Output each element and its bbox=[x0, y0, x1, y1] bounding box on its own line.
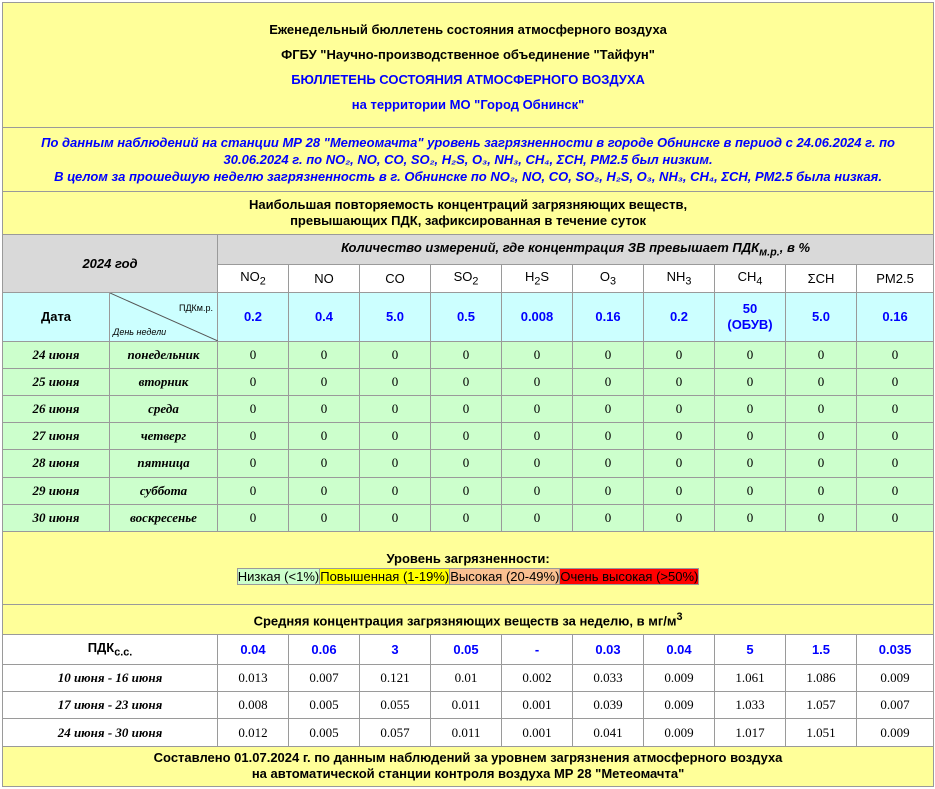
row-date: 29 июня bbox=[3, 477, 110, 504]
pollutant-tail: S bbox=[540, 269, 550, 285]
exceedance-value: 0 bbox=[502, 504, 573, 531]
row-date: 24 июня bbox=[3, 341, 110, 368]
average-value: 0.007 bbox=[857, 692, 934, 719]
exceedance-value: 0 bbox=[289, 450, 360, 477]
pollutant-header bbox=[573, 264, 644, 292]
bulletin-header bbox=[3, 3, 934, 128]
exceedance-value: 0 bbox=[218, 341, 289, 368]
exceedance-value: 0 bbox=[644, 423, 715, 450]
exceedance-value: 0 bbox=[573, 423, 644, 450]
pdk-mr-value: 0.16 bbox=[573, 293, 644, 341]
header-line-3: БЮЛЛЕТЕНЬ СОСТОЯНИЯ АТМОСФЕРНОГО ВОЗДУХА bbox=[291, 71, 645, 87]
exceedance-value: 0 bbox=[431, 395, 502, 422]
exceedance-value: 0 bbox=[431, 341, 502, 368]
header-line-1: Еженедельный бюллетень состояния атмосферного воздуха bbox=[269, 21, 667, 37]
exceedance-value: 0 bbox=[857, 450, 934, 477]
row-weekday: понедельник bbox=[110, 341, 218, 368]
row-date: 26 июня bbox=[3, 395, 110, 422]
pdk-cc-label bbox=[3, 634, 218, 664]
row-weekday: пятница bbox=[110, 450, 218, 477]
exceedance-value: 0 bbox=[786, 368, 857, 395]
average-value: 1.017 bbox=[715, 719, 786, 746]
count-header-suffix: , в % bbox=[779, 240, 811, 256]
exceedance-value: 0 bbox=[289, 504, 360, 531]
pdk-mr-value: 0.16 bbox=[857, 293, 934, 341]
daily-row bbox=[3, 504, 934, 531]
pollutant-header bbox=[857, 264, 934, 292]
pdk-mr-value: 5.0 bbox=[786, 293, 857, 341]
pollutant-header bbox=[218, 264, 289, 292]
pollution-level-item: Очень высокая (>50%) bbox=[560, 568, 699, 584]
average-value: 1.057 bbox=[786, 692, 857, 719]
average-value: 1.086 bbox=[786, 665, 857, 692]
average-period: 10 июня - 16 июня bbox=[3, 665, 218, 692]
count-header-sub: м.р. bbox=[759, 246, 780, 259]
average-value: 1.033 bbox=[715, 692, 786, 719]
pollutant-base: ΣCH bbox=[807, 271, 835, 287]
exceedance-value: 0 bbox=[289, 395, 360, 422]
header-line-4: на территории МО "Город Обнинск" bbox=[351, 96, 585, 112]
exceedance-value: 0 bbox=[289, 368, 360, 395]
pdk-mr-row bbox=[3, 293, 934, 341]
exceedance-value: 0 bbox=[715, 368, 786, 395]
pollutant-sub: 2 bbox=[259, 275, 266, 288]
average-row bbox=[3, 692, 934, 719]
pollution-level-legend bbox=[237, 568, 700, 585]
daily-row bbox=[3, 395, 934, 422]
exceedance-value: 0 bbox=[644, 341, 715, 368]
daily-row bbox=[3, 450, 934, 477]
pdk-mr-value: 0.4 bbox=[289, 293, 360, 341]
exceedance-value: 0 bbox=[857, 368, 934, 395]
pdk-cc-value: 1.5 bbox=[786, 634, 857, 664]
summary-p2: В целом за прошедшую неделю загрязненность в г. Обнинске по NO₂, NO, CO, SO₂, H₂S, O₃, NH₃, CH₄, ΣCH, PM2.5 была низкая. bbox=[54, 169, 882, 185]
average-value: 0.009 bbox=[644, 692, 715, 719]
pollutant-base: NH bbox=[666, 269, 686, 285]
exceedance-value: 0 bbox=[644, 504, 715, 531]
pollution-level-item: Низкая (<1%) bbox=[237, 568, 320, 584]
exceedance-value: 0 bbox=[573, 477, 644, 504]
average-value: 0.001 bbox=[502, 719, 573, 746]
exceedance-value: 0 bbox=[360, 450, 431, 477]
pollutant-header bbox=[786, 264, 857, 292]
row-weekday: среда bbox=[110, 395, 218, 422]
exceedance-value: 0 bbox=[502, 341, 573, 368]
air-quality-bulletin bbox=[2, 2, 934, 787]
pollutant-sub: 2 bbox=[472, 275, 479, 288]
pdk-cc-value: - bbox=[502, 634, 573, 664]
average-row bbox=[3, 719, 934, 746]
repeatability-title-line-2: превышающих ПДК, зафиксированная в течение суток bbox=[290, 213, 647, 229]
exceedance-value: 0 bbox=[218, 368, 289, 395]
date-label: Дата bbox=[3, 293, 110, 341]
pdk-cc-value: 5 bbox=[715, 634, 786, 664]
average-value: 0.008 bbox=[218, 692, 289, 719]
pollutant-base: H bbox=[524, 269, 535, 285]
average-value: 0.011 bbox=[431, 719, 502, 746]
exceedance-value: 0 bbox=[502, 477, 573, 504]
pollutant-sub: 3 bbox=[610, 275, 617, 288]
exceedance-value: 0 bbox=[715, 423, 786, 450]
pollutant-header bbox=[360, 264, 431, 292]
pollution-level-section bbox=[3, 532, 934, 605]
average-title-text: Средняя концентрация загрязняющих веществ за неделю, в мг/м bbox=[253, 612, 677, 628]
footer-line-1: Составлено 01.07.2024 г. по данным наблюдений за уровнем загрязнения атмосферного воздуха bbox=[153, 750, 783, 766]
pdk-mr-value: 5.0 bbox=[360, 293, 431, 341]
diagonal-top-label: ПДКм.р. bbox=[178, 303, 213, 314]
exceedance-value: 0 bbox=[360, 368, 431, 395]
pollutant-base: NO bbox=[240, 269, 260, 285]
daily-row bbox=[3, 368, 934, 395]
exceedance-value: 0 bbox=[431, 368, 502, 395]
pollutant-header bbox=[431, 264, 502, 292]
exceedance-value: 0 bbox=[644, 395, 715, 422]
pdk-cc-row bbox=[3, 634, 934, 664]
average-value: 0.009 bbox=[857, 665, 934, 692]
exceedance-value: 0 bbox=[786, 450, 857, 477]
exceedance-value: 0 bbox=[289, 341, 360, 368]
average-value: 0.011 bbox=[431, 692, 502, 719]
exceedance-value: 0 bbox=[786, 477, 857, 504]
average-value: 0.012 bbox=[218, 719, 289, 746]
pdk-mr-value: 0.008 bbox=[502, 293, 573, 341]
exceedance-value: 0 bbox=[715, 504, 786, 531]
exceedance-value: 0 bbox=[218, 395, 289, 422]
exceedance-value: 0 bbox=[644, 368, 715, 395]
pollutant-header bbox=[644, 264, 715, 292]
pollution-level-title: Уровень загрязненности: bbox=[386, 550, 550, 566]
exceedance-value: 0 bbox=[573, 341, 644, 368]
pollution-level-item: Повышенная (1-19%) bbox=[320, 568, 450, 584]
repeatability-title-line-1: Наибольшая повторяемость концентраций загрязняющих веществ, bbox=[249, 197, 688, 213]
daily-row bbox=[3, 423, 934, 450]
row-weekday: суббота bbox=[110, 477, 218, 504]
exceedance-value: 0 bbox=[715, 450, 786, 477]
summary-text bbox=[3, 127, 934, 191]
row-date: 25 июня bbox=[3, 368, 110, 395]
average-value: 0.005 bbox=[289, 719, 360, 746]
average-concentration-title bbox=[3, 604, 934, 634]
exceedance-value: 0 bbox=[786, 341, 857, 368]
pdk-cc-value: 0.05 bbox=[431, 634, 502, 664]
exceedance-value: 0 bbox=[360, 504, 431, 531]
average-value: 0.013 bbox=[218, 665, 289, 692]
diagonal-bottom-label: День недели bbox=[113, 326, 167, 337]
diagonal-header-cell bbox=[110, 293, 218, 341]
exceedance-value: 0 bbox=[786, 504, 857, 531]
average-value: 0.01 bbox=[431, 665, 502, 692]
average-value: 0.039 bbox=[573, 692, 644, 719]
average-title-sup: 3 bbox=[676, 610, 683, 623]
row-date: 27 июня bbox=[3, 423, 110, 450]
pollution-level-item: Высокая (20-49%) bbox=[450, 568, 560, 584]
exceedance-value: 0 bbox=[644, 477, 715, 504]
average-value: 0.002 bbox=[502, 665, 573, 692]
pollutant-header bbox=[289, 264, 360, 292]
average-value: 0.005 bbox=[289, 692, 360, 719]
exceedance-value: 0 bbox=[289, 477, 360, 504]
repeatability-title bbox=[3, 192, 934, 234]
exceedance-value: 0 bbox=[502, 423, 573, 450]
pdk-cc-value: 0.04 bbox=[644, 634, 715, 664]
exceedance-value: 0 bbox=[431, 423, 502, 450]
exceedance-value: 0 bbox=[857, 395, 934, 422]
row-weekday: вторник bbox=[110, 368, 218, 395]
footer-line-2: на автоматической станции контроля воздуха МР 28 "Метеомачта" bbox=[251, 766, 685, 782]
pdk-mr-value: 0.5 bbox=[431, 293, 502, 341]
average-row bbox=[3, 665, 934, 692]
average-period: 24 июня - 30 июня bbox=[3, 719, 218, 746]
exceedance-value: 0 bbox=[573, 504, 644, 531]
year-cell: 2024 год bbox=[3, 234, 218, 292]
exceedance-value: 0 bbox=[715, 477, 786, 504]
summary-p1b: 30.06.2024 г. по NO₂, NO, CO, SO₂, H₂S, O₃, NH₃, CH₄, ΣCH, PM2.5 был низким. bbox=[223, 152, 713, 168]
bulletin-footer bbox=[3, 746, 934, 786]
exceedance-value: 0 bbox=[573, 368, 644, 395]
header-line-2: ФГБУ "Научно-производственное объединение "Тайфун" bbox=[281, 46, 655, 62]
exceedance-value: 0 bbox=[218, 477, 289, 504]
exceedance-value: 0 bbox=[289, 423, 360, 450]
row-weekday: четверг bbox=[110, 423, 218, 450]
pdk-cc-value: 0.04 bbox=[218, 634, 289, 664]
average-value: 0.055 bbox=[360, 692, 431, 719]
average-value: 0.041 bbox=[573, 719, 644, 746]
daily-row bbox=[3, 477, 934, 504]
pollutant-header bbox=[502, 264, 573, 292]
row-date: 28 июня bbox=[3, 450, 110, 477]
pollutant-sub: 4 bbox=[756, 275, 763, 288]
exceedance-value: 0 bbox=[573, 395, 644, 422]
pdk-cc-value: 0.03 bbox=[573, 634, 644, 664]
pdk-cc-label-sub: с.с. bbox=[114, 646, 133, 659]
average-value: 0.009 bbox=[644, 719, 715, 746]
exceedance-value: 0 bbox=[360, 395, 431, 422]
exceedance-value: 0 bbox=[218, 504, 289, 531]
average-value: 1.051 bbox=[786, 719, 857, 746]
row-weekday: воскресенье bbox=[110, 504, 218, 531]
pdk-cc-value: 0.035 bbox=[857, 634, 934, 664]
exceedance-value: 0 bbox=[786, 423, 857, 450]
pollutant-base: SO bbox=[453, 269, 473, 285]
pollutant-base: CO bbox=[385, 271, 405, 287]
exceedance-value: 0 bbox=[502, 368, 573, 395]
exceedance-value: 0 bbox=[715, 395, 786, 422]
exceedance-value: 0 bbox=[431, 477, 502, 504]
exceedance-value: 0 bbox=[218, 423, 289, 450]
exceedance-value: 0 bbox=[360, 477, 431, 504]
row-date: 30 июня bbox=[3, 504, 110, 531]
average-value: 0.057 bbox=[360, 719, 431, 746]
average-value: 0.121 bbox=[360, 665, 431, 692]
average-value: 0.009 bbox=[857, 719, 934, 746]
average-period: 17 июня - 23 июня bbox=[3, 692, 218, 719]
daily-row bbox=[3, 341, 934, 368]
exceedance-value: 0 bbox=[786, 395, 857, 422]
pollutant-base: CH bbox=[737, 269, 757, 285]
pdk-mr-value: 0.2 bbox=[644, 293, 715, 341]
pollutant-sub: 3 bbox=[685, 275, 692, 288]
exceedance-value: 0 bbox=[360, 423, 431, 450]
average-value: 0.033 bbox=[573, 665, 644, 692]
average-value: 1.061 bbox=[715, 665, 786, 692]
summary-p1a: По данным наблюдений на станции МР 28 "Метеомачта" уровень загрязненности в городе Обнинске в период с 24.06.2024 г. по bbox=[41, 135, 895, 151]
exceedance-value: 0 bbox=[360, 341, 431, 368]
pdk-cc-value: 0.06 bbox=[289, 634, 360, 664]
exceedance-value: 0 bbox=[715, 341, 786, 368]
pollutant-base: PM2.5 bbox=[876, 271, 914, 287]
pollutant-sub: 2 bbox=[534, 275, 541, 288]
exceedance-value: 0 bbox=[857, 477, 934, 504]
pdk-mr-value: 50 (ОБУВ) bbox=[715, 293, 786, 341]
pdk-mr-value: 0.2 bbox=[218, 293, 289, 341]
exceedance-value: 0 bbox=[644, 450, 715, 477]
exceedance-value: 0 bbox=[431, 504, 502, 531]
exceedance-value: 0 bbox=[502, 395, 573, 422]
average-value: 0.001 bbox=[502, 692, 573, 719]
exceedance-value: 0 bbox=[857, 341, 934, 368]
average-value: 0.009 bbox=[644, 665, 715, 692]
exceedance-value: 0 bbox=[502, 450, 573, 477]
pollutant-header bbox=[715, 264, 786, 292]
exceedance-value: 0 bbox=[218, 450, 289, 477]
count-header bbox=[218, 234, 934, 264]
pollutant-base: NO bbox=[314, 271, 334, 287]
exceedance-value: 0 bbox=[431, 450, 502, 477]
pollutant-base: O bbox=[599, 269, 611, 285]
pdk-cc-label-text: ПДК bbox=[87, 640, 115, 656]
exceedance-value: 0 bbox=[857, 504, 934, 531]
exceedance-value: 0 bbox=[857, 423, 934, 450]
average-value: 0.007 bbox=[289, 665, 360, 692]
pdk-cc-value: 3 bbox=[360, 634, 431, 664]
count-header-text: Количество измерений, где концентрация ЗВ превышает ПДК bbox=[341, 240, 760, 256]
exceedance-value: 0 bbox=[573, 450, 644, 477]
